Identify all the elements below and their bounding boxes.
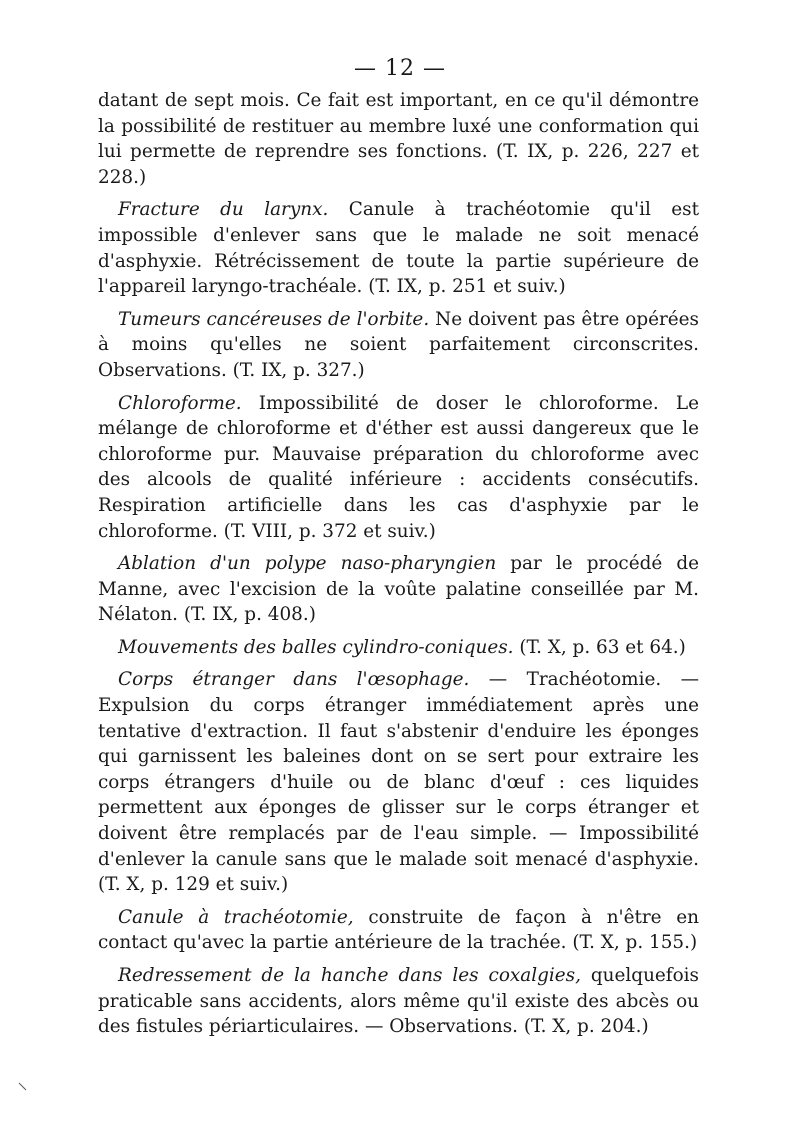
entry-corps-etranger — [98, 667, 699, 897]
entry-balles — [98, 635, 699, 661]
entry-redressement — [98, 963, 699, 1040]
entry-heading: Canule à trachéotomie, — [118, 906, 354, 928]
paragraph-continuation — [98, 88, 699, 190]
entry-text: — Trachéotomie. — Expulsion du corps étranger immédiatement après une tentative d'extraction. Il faut s'abstenir d'enduire les éponges qui garnissent les baleines dont on se sert pour extraire les corps étrangers d'huile ou de blanc d'œuf : ces liquides permettent aux éponges de glisser sur le corps étranger et doivent être remplacés par de l'eau simple. — Impossibilité d'enlever la canule sans que le malade soit menacé d'asphyxie. (T. X, p. 129 et suiv.) — [98, 669, 699, 896]
entry-text: construite de façon à n'être en contact qu'avec la partie antérieure de la trachée. (T. X, p. 155.) — [98, 906, 699, 954]
entry-tumeurs-orbite — [98, 307, 699, 384]
entry-heading: Chloroforme. — [118, 392, 242, 414]
paragraph-text: datant de sept mois. Ce fait est important, en ce qu'il démontre la possibilité de restituer au membre luxé une conformation qui lui permette de reprendre ses fonctions. (T. IX, p. 226, 227 et 228.) — [98, 90, 699, 188]
entry-heading: Tumeurs cancéreuses de l'orbite. — [118, 308, 430, 330]
entry-heading: Ablation d'un polype naso-pharyngien — [118, 553, 497, 575]
entry-heading: Redressement de la hanche dans les coxalgies, — [118, 965, 581, 986]
scan-mark — [18, 1082, 28, 1092]
entry-heading: Mouvements des balles cylindro-coniques. — [118, 636, 514, 658]
entry-heading: Corps étranger dans l'œsophage. — [118, 669, 470, 691]
page-body — [98, 88, 699, 1040]
entry-fracture-larynx — [98, 197, 699, 299]
entry-heading: Fracture du larynx. — [118, 199, 329, 221]
entry-text: quelquefois praticable sans accidents, alors même qu'il existe des abcès ou des fistules périarticulaires. — Observations. (T. X, p. 204.) — [98, 965, 699, 1038]
entry-text: par le procédé de Manne, avec l'excision de la voûte palatine conseillée par M. Nélaton. (T. IX, p. 408.) — [98, 553, 699, 626]
entry-text: Impossibilité de doser le chloroforme. Le mélange de chloroforme et d'éther est aussi dangereux que le chloroforme pur. Mauvaise préparation du chloroforme avec des alcools de qualité inférieure : accidents consécutifs. Respiration artificielle dans les cas d'asphyxie par le chloroforme. (T. VIII, p. 372 et suiv.) — [98, 392, 699, 542]
entry-text: Canule à trachéotomie qu'il est impossible d'enlever sans que le malade ne soit menacé d'asphyxie. Rétrécissement de toute la partie supérieure de l'appareil laryngo-trachéale. (T. IX, p. 251 et suiv.) — [98, 199, 700, 298]
page-number: — 12 — — [354, 56, 446, 81]
entry-canule — [98, 905, 699, 956]
entry-polype — [98, 551, 699, 628]
entry-chloroforme — [98, 391, 699, 545]
entry-text: (T. X, p. 63 et 64.) — [513, 636, 686, 658]
entry-text: Ne doivent pas être opérées à moins qu'elles ne soient parfaitement circonscrites. Observations. (T. IX, p. 327.) — [98, 308, 699, 381]
